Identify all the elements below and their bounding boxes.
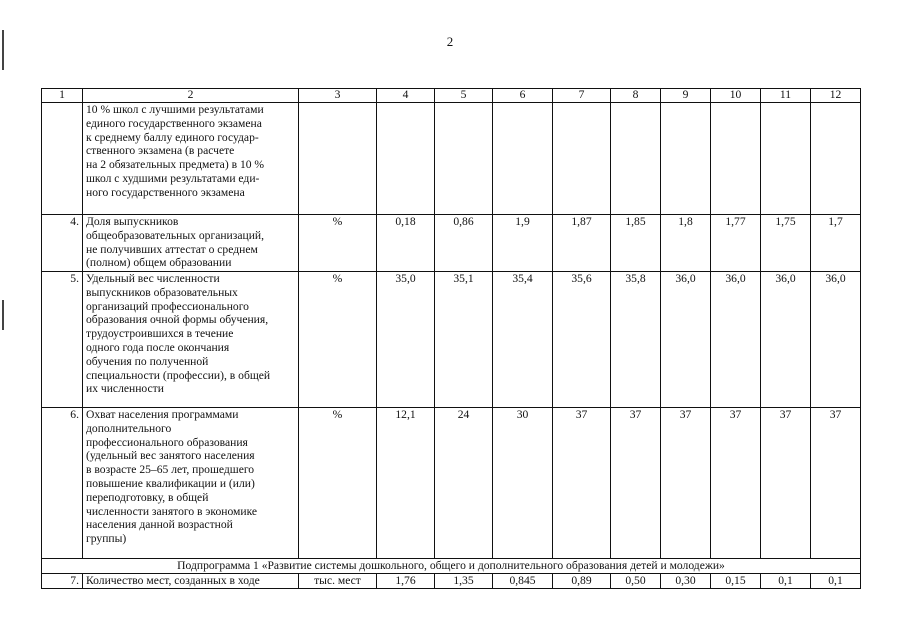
value-cell: 0,86 — [435, 215, 493, 272]
value-cell: 35,6 — [553, 272, 611, 408]
value-cell: 37 — [761, 408, 811, 559]
header-row — [42, 89, 861, 103]
value-cell — [711, 103, 761, 215]
scan-edge-mark — [2, 300, 4, 330]
header-cell: 8 — [611, 89, 661, 103]
indicator-text: Количество мест, созданных в ходе — [83, 574, 299, 589]
value-cell: 1,87 — [553, 215, 611, 272]
header-cell: 11 — [761, 89, 811, 103]
value-cell: 12,1 — [377, 408, 435, 559]
page-number: 2 — [446, 34, 454, 49]
value-cell — [493, 103, 553, 215]
header-cell: 3 — [299, 89, 377, 103]
value-cell — [661, 103, 711, 215]
table-row — [42, 272, 861, 408]
value-cell: 35,1 — [435, 272, 493, 408]
subprogram-row — [42, 559, 861, 574]
table-row — [42, 574, 861, 589]
unit-cell: % — [299, 215, 377, 272]
table-row — [42, 103, 861, 215]
row-number: 7. — [42, 574, 83, 589]
subprogram-title: Подпрограмма 1 «Развитие системы дошкольного, общего и дополнительного образования детей и молодежи» — [42, 559, 861, 574]
unit-cell — [299, 103, 377, 215]
value-cell: 0,18 — [377, 215, 435, 272]
value-cell: 1,7 — [811, 215, 861, 272]
value-cell: 35,8 — [611, 272, 661, 408]
value-cell: 1,77 — [711, 215, 761, 272]
row-number: 4. — [42, 215, 83, 272]
header-cell: 9 — [661, 89, 711, 103]
indicator-text: Удельный вес численности выпускников образовательных организаций профессионального образования очной формы обучения, трудоустроившихся в течение одного года после окончания обучения по полученной специальности (профессии), в общей их численности — [83, 272, 299, 408]
unit-cell: % — [299, 408, 377, 559]
indicator-text: Охват населения программами дополнительного профессионального образования (удельный вес занятого населения в возрасте 25–65 лет, прошедшего повышение квалификации и (или) переподготовку, в общей численности занятого в экономике населения данной возрастной группы) — [83, 408, 299, 559]
value-cell: 0,15 — [711, 574, 761, 589]
value-cell: 0,89 — [553, 574, 611, 589]
unit-cell: тыс. мест — [299, 574, 377, 589]
value-cell: 1,76 — [377, 574, 435, 589]
value-cell: 36,0 — [711, 272, 761, 408]
value-cell: 37 — [811, 408, 861, 559]
value-cell — [811, 103, 861, 215]
value-cell: 0,1 — [761, 574, 811, 589]
row-number: 6. — [42, 408, 83, 559]
value-cell: 1,9 — [493, 215, 553, 272]
value-cell: 36,0 — [661, 272, 711, 408]
header-cell: 7 — [553, 89, 611, 103]
value-cell: 36,0 — [761, 272, 811, 408]
indicators-table — [41, 88, 861, 589]
value-cell: 35,0 — [377, 272, 435, 408]
value-cell: 0,30 — [661, 574, 711, 589]
value-cell: 24 — [435, 408, 493, 559]
value-cell — [611, 103, 661, 215]
header-cell: 6 — [493, 89, 553, 103]
unit-cell: % — [299, 272, 377, 408]
value-cell — [435, 103, 493, 215]
value-cell: 36,0 — [811, 272, 861, 408]
value-cell: 1,8 — [661, 215, 711, 272]
table-row — [42, 215, 861, 272]
row-number — [42, 103, 83, 215]
table-row — [42, 408, 861, 559]
value-cell: 37 — [553, 408, 611, 559]
row-number: 5. — [42, 272, 83, 408]
value-cell: 0,1 — [811, 574, 861, 589]
value-cell: 37 — [711, 408, 761, 559]
header-cell: 10 — [711, 89, 761, 103]
value-cell: 30 — [493, 408, 553, 559]
value-cell: 1,35 — [435, 574, 493, 589]
indicator-text: 10 % школ с лучшими результатами единого государственного экзамена к среднему баллу единого государ- ственного экзамена (в расчете на 2 обязательных предмета) в 10 % школ с худшими результатами еди- ного государственного экзамена — [83, 103, 299, 215]
value-cell: 37 — [611, 408, 661, 559]
indicator-text: Доля выпускников общеобразовательных организаций, не получивших аттестат о среднем (полном) общем образовании — [83, 215, 299, 272]
value-cell: 0,845 — [493, 574, 553, 589]
value-cell — [761, 103, 811, 215]
value-cell: 35,4 — [493, 272, 553, 408]
header-cell: 5 — [435, 89, 493, 103]
value-cell: 37 — [661, 408, 711, 559]
value-cell — [553, 103, 611, 215]
header-cell: 12 — [811, 89, 861, 103]
value-cell: 1,75 — [761, 215, 811, 272]
header-cell: 4 — [377, 89, 435, 103]
value-cell — [377, 103, 435, 215]
value-cell: 0,50 — [611, 574, 661, 589]
value-cell: 1,85 — [611, 215, 661, 272]
scan-edge-mark — [2, 30, 4, 70]
header-cell: 2 — [83, 89, 299, 103]
header-cell: 1 — [42, 89, 83, 103]
